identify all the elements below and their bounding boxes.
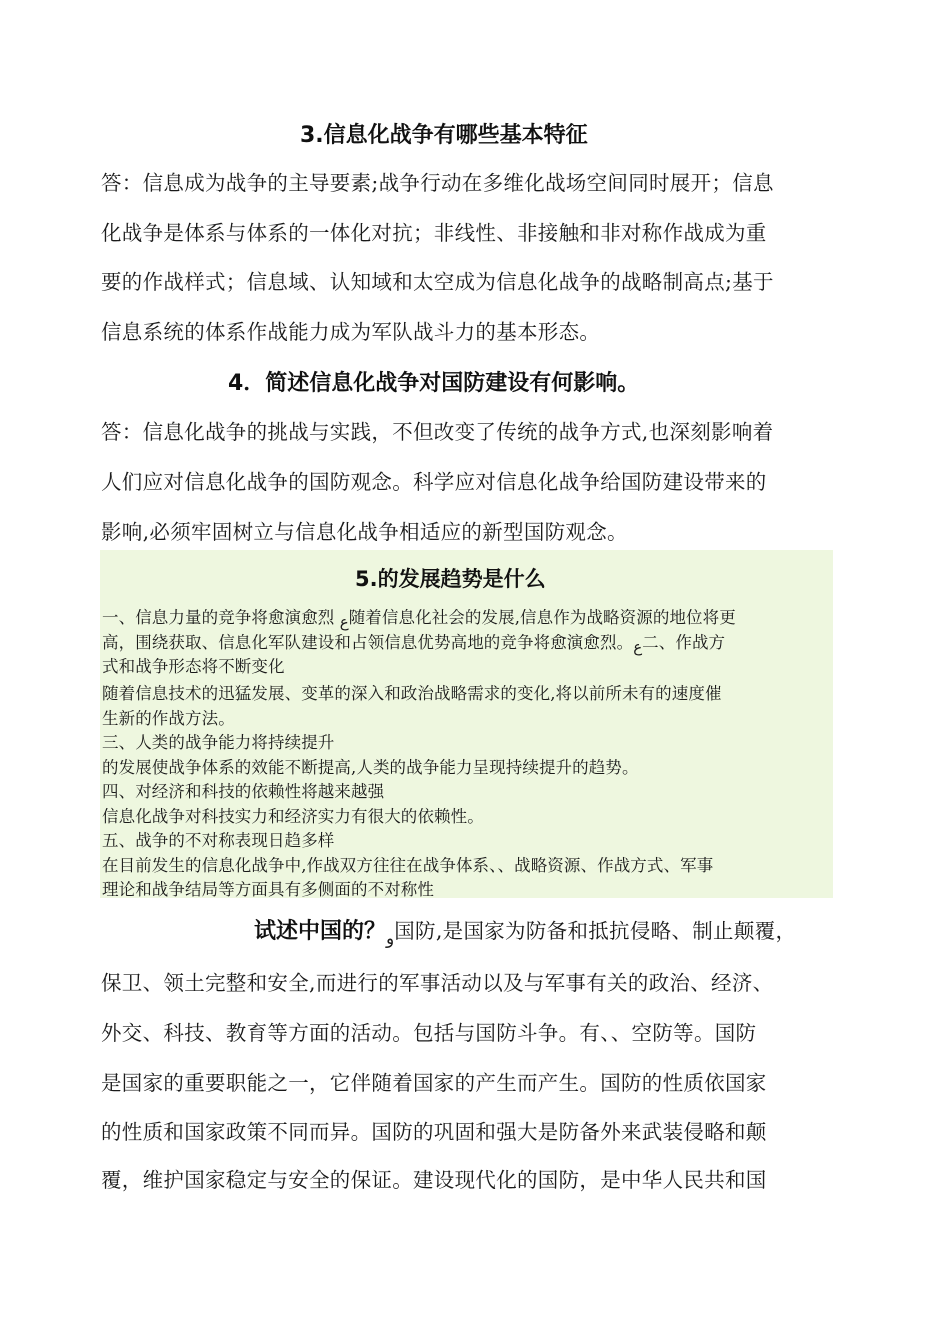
q5-line: 四、对经济和科技的依赖性将越来越强 (102, 782, 385, 801)
q6-first-line (254, 914, 797, 949)
q3-answer-line: 要的作战样式；信息域、认知域和太空成为信息化战争的战略制高点;基于 (101, 270, 774, 294)
q5-line-part: 一、信息力量的竞争将愈演愈烈 (102, 608, 340, 627)
heading-q6: 试述中国的？ (254, 919, 387, 944)
q5-mark: ع (633, 638, 643, 656)
q4-answer-line: 影响,必须牢固树立与信息化战争相适应的新型国防观念。 (101, 520, 628, 544)
q5-line: 三、人类的战争能力将持续提升 (102, 733, 335, 752)
q5-line: 随着信息技术的迅猛发展、变革的深入和政治战略需求的变化,将以前所未有的速度催 (102, 684, 722, 703)
q3-answer-line: 答：信息成为战争的主导要素;战争行动在多维化战场空间同时展开；信息 (101, 171, 774, 195)
q6-answer-line: 的性质和国家政策不同而异。国防的巩固和强大是防备外来武装侵略和颠 (101, 1120, 767, 1144)
q6-answer-line: 保卫、领土完整和安全,而进行的军事活动以及与军事有关的政治、经济、 (101, 971, 774, 995)
heading-q3: 3.信息化战争有哪些基本特征 (300, 123, 588, 148)
q5-line: 式和战争形态将不断变化 (102, 657, 285, 676)
q5-line-part: 高，围绕获取、信息化军队建设和占领信息优势高地的竞争将愈演愈烈。 (102, 633, 634, 652)
q3-answer-line: 信息系统的体系作战能力成为军队战斗力的基本形态。 (101, 320, 601, 344)
q5-line: 五、战争的不对称表现日趋多样 (102, 831, 335, 850)
q3-answer-line: 化战争是体系与体系的一体化对抗；非线性、非接触和非对称作战成为重 (101, 221, 767, 245)
q6-answer-line: 是国家的重要职能之一，它伴随着国家的产生而产生。国防的性质依国家 (101, 1071, 767, 1095)
q5-line (102, 604, 736, 631)
q5-line: 在目前发生的信息化战争中,作战双方往往在战争体系、、战略资源、作战方式、军事 (102, 856, 714, 875)
q5-line: 的发展使战争体系的效能不断提高,人类的战争能力呈现持续提升的趋势。 (102, 758, 639, 777)
q6-answer-line: 外交、科技、教育等方面的活动。包括与国防斗争。有、、空防等。国防 (101, 1021, 757, 1045)
q5-line (102, 629, 726, 656)
q5-line: 生新的作战方法。 (102, 709, 235, 728)
q6-answer-text: 国防,是国家为防备和抵抗侵略、制止颠覆， (394, 919, 797, 943)
q6-mark: و (386, 929, 395, 949)
q4-answer-line: 人们应对信息化战争的国防观念。科学应对信息化战争给国防建设带来的 (101, 470, 767, 494)
q4-answer-line: 答：信息化战争的挑战与实践，不但改变了传统的战争方式,也深刻影响着 (101, 420, 774, 444)
heading-q5: 5.的发展趋势是什么 (355, 567, 546, 591)
q5-line: 信息化战争对科技实力和经济实力有很大的依赖性。 (102, 807, 484, 826)
q5-line-part: 随着信息化社会的发展,信息作为战略资源的地位将更 (348, 608, 736, 627)
heading-q4: 4．简述信息化战争对国防建设有何影响。 (228, 371, 640, 396)
q6-answer-line: 覆，维护国家稳定与安全的保证。建设现代化的国防，是中华人民共和国 (101, 1168, 767, 1192)
q5-line-part: 二、作战方 (642, 633, 726, 652)
q5-line: 理论和战争结局等方面具有多侧面的不对称性 (102, 880, 434, 899)
q5-mark: ع (339, 613, 349, 631)
